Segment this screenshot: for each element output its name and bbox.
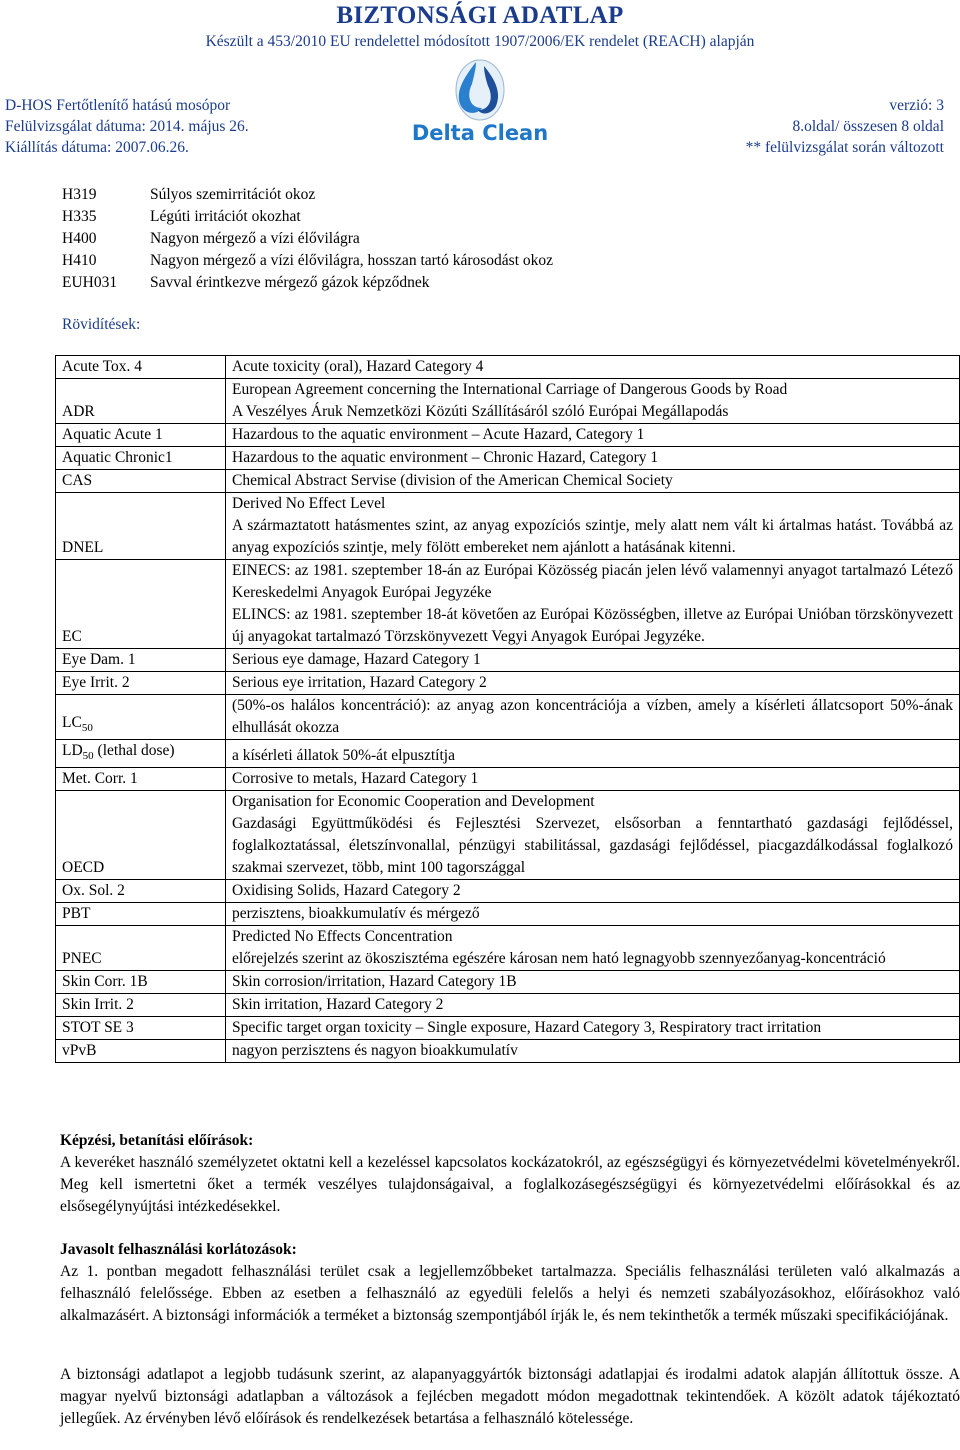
hazard-row [62, 272, 553, 294]
delta-clean-logo [410, 52, 550, 148]
abbreviation-row [56, 994, 960, 1017]
abbreviations-title: Rövidítések: [62, 316, 141, 333]
abbreviation-row [56, 880, 960, 903]
abbreviation-key-text: PBT [62, 905, 91, 923]
training-text: A keveréket használó személyzetet oktatni kell a kezeléssel kapcsolatos kockázatokról, az egészségügyi és környezetvédelmi követelményekről. Meg kell ismertetni őket a termék veszélyes tulajdonságaival, a foglalkozásegészségügyi és környezetvédelmi előírásokkal és az elsősegélynyújtási intézkedésekkel. [60, 1154, 960, 1215]
abbreviation-key-text: CAS [62, 472, 93, 489]
issue-date: Kiállítás dátuma: 2007.06.26. [5, 139, 189, 156]
abbreviation-key [56, 926, 226, 971]
hazard-code: H335 [62, 208, 97, 225]
abbreviation-value: Corrosive to metals, Hazard Category 1 [226, 768, 960, 791]
abbreviation-value: nagyon perzisztens és nagyon bioakkumulatív [226, 1040, 960, 1063]
abbreviation-value: (50%-os halálos koncentráció): az anyag azon koncentrációja a vízben, amely a kísérleti állatcsoport 50%-ának elhullását okozza [226, 695, 960, 740]
abbreviation-row [56, 470, 960, 493]
review-date: Felülvizsgálat dátuma: 2014. május 26. [5, 118, 249, 135]
abbreviation-row [56, 424, 960, 447]
hazard-row [62, 206, 553, 228]
hazard-text: Súlyos szemirritációt okoz [150, 186, 316, 203]
abbreviation-key-text: Ox. Sol. 2 [62, 882, 125, 900]
abbreviation-value: a kísérleti állatok 50%-át elpusztítja [226, 740, 960, 768]
abbreviation-key-text: Skin Irrit. 2 [62, 996, 134, 1014]
abbreviation-row [56, 1017, 960, 1040]
restrictions-heading: Javasolt felhasználási korlátozások: [60, 1241, 297, 1258]
abbreviation-key [56, 356, 226, 379]
version: verzió: 3 [889, 97, 944, 114]
abbreviation-key-text: PNEC [62, 950, 102, 968]
abbreviation-key [56, 768, 226, 791]
document-title: BIZTONSÁGI ADATLAP [336, 2, 624, 29]
abbreviation-key-text: Skin Corr. 1B [62, 973, 148, 991]
abbreviation-value: Acute toxicity (oral), Hazard Category 4 [226, 356, 960, 379]
abbreviation-key-text: DNEL [62, 539, 104, 556]
abbreviation-key [56, 649, 226, 672]
abbreviation-row [56, 356, 960, 379]
abbreviation-key-text: Aquatic Chronic1 [62, 449, 173, 466]
abbreviation-key-text: EC [62, 628, 82, 645]
abbreviation-key [56, 880, 226, 903]
abbreviation-key-text: Acute Tox. 4 [62, 358, 142, 375]
restrictions-text: Az 1. pontban megadott felhasználási terület csak a legjellemzőbbeket tartalmazza. Speciális felhasználási területen való alkalmazás a felhasználó felelőssége. Ebben az esetben a felhasználó az egyedüli felelős a helyi és nemzeti szabályozásokhoz, előírásokhoz való alkalmazásért. A biztonsági információk a terméket a biztonság szempontjából írják le, és nem tekinthetők a termék műszaki specifikációjának. [60, 1263, 960, 1324]
hazard-text: Nagyon mérgező a vízi élővilágra, hosszan tartó károsodást okoz [150, 252, 554, 269]
abbreviation-key-text: ADR [62, 403, 95, 420]
abbreviation-row [56, 672, 960, 695]
abbreviation-row [56, 695, 960, 740]
abbreviation-key [56, 791, 226, 880]
abbreviation-row [56, 926, 960, 971]
abbreviation-key-text: LD [62, 742, 83, 759]
restrictions-section [60, 1239, 960, 1327]
abbreviation-key-text: Eye Irrit. 2 [62, 674, 130, 691]
abbreviation-value: Predicted No Effects Concentration előrejelzés szerint az ökoszisztéma egészére károsan nem ható legnagyobb szennyezőanyag-koncentráció [226, 926, 960, 971]
abbreviation-row [56, 649, 960, 672]
abbreviation-key [56, 1040, 226, 1063]
abbreviation-row [56, 560, 960, 649]
hazard-row [62, 250, 553, 272]
header-left [5, 95, 249, 158]
abbreviation-key-text: OECD [62, 859, 105, 877]
abbreviation-key-text: STOT SE 3 [62, 1019, 134, 1037]
hazard-statement-list [62, 184, 553, 294]
abbreviation-row [56, 1040, 960, 1063]
page-number: 8.oldal/ összesen 8 oldal [792, 118, 944, 135]
abbreviation-key [56, 560, 226, 649]
abbreviation-value: perzisztens, bioakkumulatív és mérgező [226, 903, 960, 926]
abbreviation-value: European Agreement concerning the International Carriage of Dangerous Goods by Road A Veszélyes Áruk Nemzetközi Közúti Szállításáról szóló Európai Megállapodás [226, 379, 960, 424]
abbreviation-row [56, 447, 960, 470]
abbreviation-key [56, 971, 226, 994]
abbreviation-key [56, 672, 226, 695]
abbreviation-key [56, 424, 226, 447]
abbreviation-key [56, 1017, 226, 1040]
abbreviation-key [56, 493, 226, 560]
abbreviation-value: Derived No Effect Level A származtatott hatásmentes szint, az anyag expozíciós szintje, mely alatt nem vált ki ártalmas hatást. Továbbá az anyag expozíciós szintje, mely fölött embereket nem ajánlott a hatásának kitenni. [226, 493, 960, 560]
hazard-code: H400 [62, 230, 97, 247]
abbreviation-key-suffix: (lethal dose) [93, 742, 175, 759]
hazard-text: Savval érintkezve mérgező gázok képződnek [150, 274, 430, 291]
logo-text: Delta Clean [411, 121, 549, 145]
abbreviation-key-text: LC [62, 713, 82, 731]
abbreviation-value: Hazardous to the aquatic environment – Acute Hazard, Category 1 [226, 424, 960, 447]
abbreviation-key-text: Eye Dam. 1 [62, 651, 136, 668]
hazard-code: H319 [62, 186, 97, 203]
abbreviation-row [56, 379, 960, 424]
abbreviation-key-text: Met. Corr. 1 [62, 770, 138, 788]
hazard-row [62, 184, 553, 206]
abbreviation-value: EINECS: az 1981. szeptember 18-án az Európai Közösség piacán jelen lévő valamennyi anyagot tartalmazó Létező Kereskedelmi Anyagok Európai Jegyzéke ELINCS: az 1981. szeptember 18-át követően az Európai Közösségben, illetve az Európai Unióban törzskönyvezett új anyagokat tartalmazó Törzskönyvezett Vegyi Anyagok Európai Jegyzéke. [226, 560, 960, 649]
hazard-text: Nagyon mérgező a vízi élővilágra [150, 230, 360, 247]
abbreviation-row [56, 493, 960, 560]
abbreviation-value: Organisation for Economic Cooperation and Development Gazdasági Együttműködési és Fejlesztési Szervezet, elsősorban a fenntartható gazdasági fejlődéssel, foglalkoztatással, életszínvonallal, pénzügyi stabilitással, gazdasági fejlődéssel, piacgazdálkodással foglalkozó szakmai szervezet, több, mint 100 tagországgal [226, 791, 960, 880]
changed-note: ** felülvizsgálat során változott [745, 139, 944, 156]
disclaimer-text: A biztonsági adatlapot a legjobb tudásunk szerint, az alapanyaggyártók biztonsági adatlapjai és irodalmi adatok alapján állítottuk össze. A magyar nyelvű biztonsági adatlapban a változások a fejlécben megadott módon megadottnak tekintendőek. A közölt adatok tájékoztató jellegűek. Az érvényben lévő előírások és rendelkezések betartása a felhasználó kötelessége. [60, 1366, 960, 1427]
abbreviation-key [56, 379, 226, 424]
training-section [60, 1130, 960, 1218]
abbreviation-row [56, 791, 960, 880]
abbreviation-value: Oxidising Solids, Hazard Category 2 [226, 880, 960, 903]
abbreviation-key-subscript: 50 [81, 722, 93, 734]
abbreviation-value: Hazardous to the aquatic environment – Chronic Hazard, Category 1 [226, 447, 960, 470]
abbreviation-row [56, 971, 960, 994]
abbreviation-value: Serious eye damage, Hazard Category 1 [226, 649, 960, 672]
abbreviation-key [56, 740, 226, 768]
training-heading: Képzési, betanítási előírások: [60, 1132, 254, 1149]
document-subtitle: Készült a 453/2010 EU rendelettel módosított 1907/2006/EK rendelet (REACH) alapján [205, 33, 755, 50]
hazard-row [62, 228, 553, 250]
abbreviation-row [56, 903, 960, 926]
header-right [746, 95, 944, 158]
abbreviation-key [56, 903, 226, 926]
hazard-code: H410 [62, 252, 97, 269]
abbreviation-key [56, 695, 226, 740]
abbreviation-value: Chemical Abstract Servise (division of the American Chemical Society [226, 470, 960, 493]
abbreviation-key [56, 470, 226, 493]
hazard-text: Légúti irritációt okozhat [150, 208, 301, 225]
abbreviation-key-subscript: 50 [82, 750, 94, 763]
abbreviation-value: Specific target organ toxicity – Single exposure, Hazard Category 3, Respiratory tract irritation [226, 1017, 960, 1040]
abbreviation-key-text: Aquatic Acute 1 [62, 426, 163, 443]
abbreviation-value: Skin corrosion/irritation, Hazard Category 1B [226, 971, 960, 994]
abbreviations-table [55, 355, 960, 1063]
abbreviation-key [56, 994, 226, 1017]
abbreviation-value: Skin irritation, Hazard Category 2 [226, 994, 960, 1017]
hazard-code: EUH031 [62, 274, 118, 291]
abbreviation-key [56, 447, 226, 470]
disclaimer-section [60, 1364, 960, 1430]
abbreviation-row [56, 740, 960, 768]
abbreviation-row [56, 768, 960, 791]
abbreviation-key-text: vPvB [62, 1042, 97, 1060]
abbreviation-value: Serious eye irritation, Hazard Category 2 [226, 672, 960, 695]
product-name: D-HOS Fertőtlenítő hatású mosópor [5, 97, 231, 114]
